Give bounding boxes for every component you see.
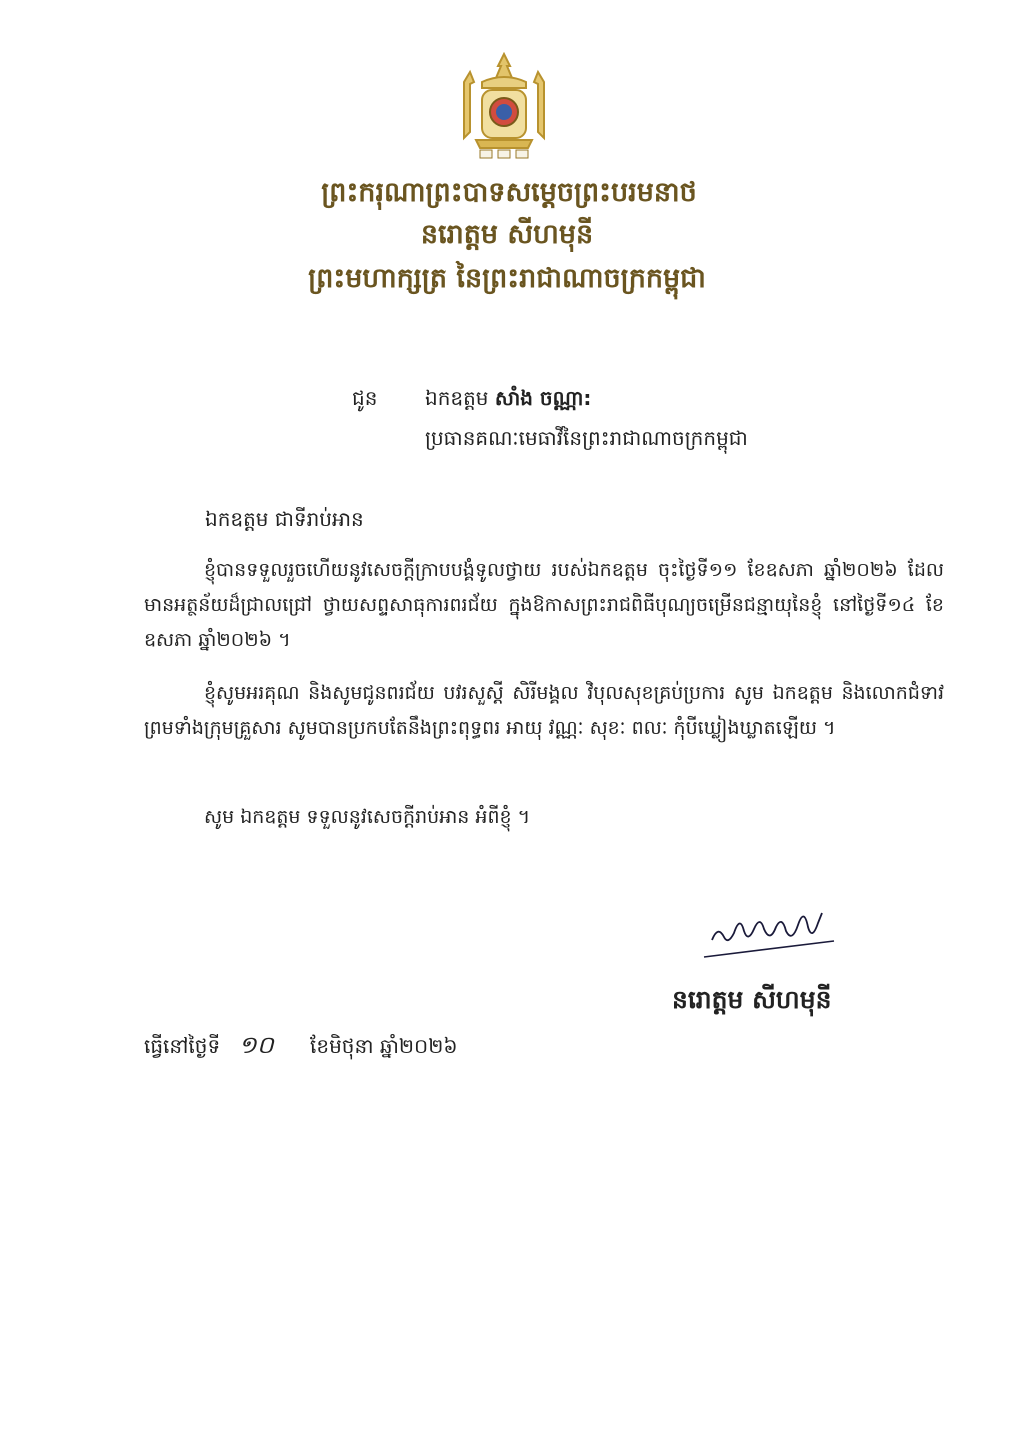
paragraph-text: ខ្ញុំបានទទួលរួចហើយនូវសេចក្ដីក្រាបបង្គំទូលថ្វាយ របស់ឯកឧត្តម ចុះថ្ងៃទី១១ ខែឧសភា ឆ្នាំ២០២៦ ដែលមានអត្ថន័យដ៏ជ្រាលជ្រៅ ថ្វាយសព្ទសាធុការពរជ័យ ក្នុងឱកាសព្រះរាជពិធីបុណ្យចម្រើនជន្មាយុនៃខ្ញុំ នៅថ្ងៃទី១៤ ខែឧសភា ឆ្នាំ២០២៦ ។ [144, 559, 944, 651]
recipient-name-line [425, 385, 591, 415]
recipient-name: សាំង ចណ្ណា: [494, 386, 592, 410]
recipient-title: ប្រធានគណៈមេធាវីនៃព្រះរាជាណាចក្រកម្ពុជា [425, 426, 748, 450]
paragraph-text: សូម ឯកឧត្តម ទទួលនូវសេចក្ដីរាប់អាន អំពីខ្ញុំ ។ [204, 806, 531, 828]
recipient-honorific: ឯកឧត្តម [425, 386, 489, 410]
date-line [144, 1030, 458, 1065]
header-king-name: នរោត្តម សីហមុនី [420, 219, 594, 250]
handwritten-signature [700, 885, 840, 965]
recipient-label: ជូន [352, 386, 378, 410]
royal-emblem-icon [452, 52, 556, 162]
date-month-year: ខែមិថុនា ឆ្នាំ២០២៦ [310, 1034, 458, 1058]
date-prefix: ធ្វើនៅថ្ងៃទី [144, 1034, 221, 1058]
paragraph [144, 553, 944, 658]
header-royal-title: ព្រះករុណាព្រះបាទសម្ដេចព្រះបរមនាថ [321, 177, 697, 208]
paragraph-text: ខ្ញុំសូមអរគុណ និងសូមជូនពរជ័យ បវរសួស្ដី សិរីមង្គល វិបុលសុខគ្រប់ប្រការ សូម ឯកឧត្តម និងលោកជំទាវ ព្រមទាំងក្រុមគ្រួសារ សូមបានប្រកបតែនឹងព្រះពុទ្ធពរ អាយុ វណ្ណៈ សុខៈ ពលៈ កុំបីឃ្លៀងឃ្លាតឡើយ ។ [144, 682, 944, 739]
signer-name: នរោត្តម សីហមុនី [672, 985, 832, 1014]
paragraph [144, 800, 944, 835]
paragraph [144, 676, 944, 746]
greeting: ឯកឧត្តម ជាទីរាប់អាន [205, 507, 364, 531]
header-kingdom-title: ព្រះមហាក្សត្រ នៃព្រះរាជាណាចក្រកម្ពុជា [308, 263, 706, 294]
date-day: ១០ [238, 1031, 274, 1059]
